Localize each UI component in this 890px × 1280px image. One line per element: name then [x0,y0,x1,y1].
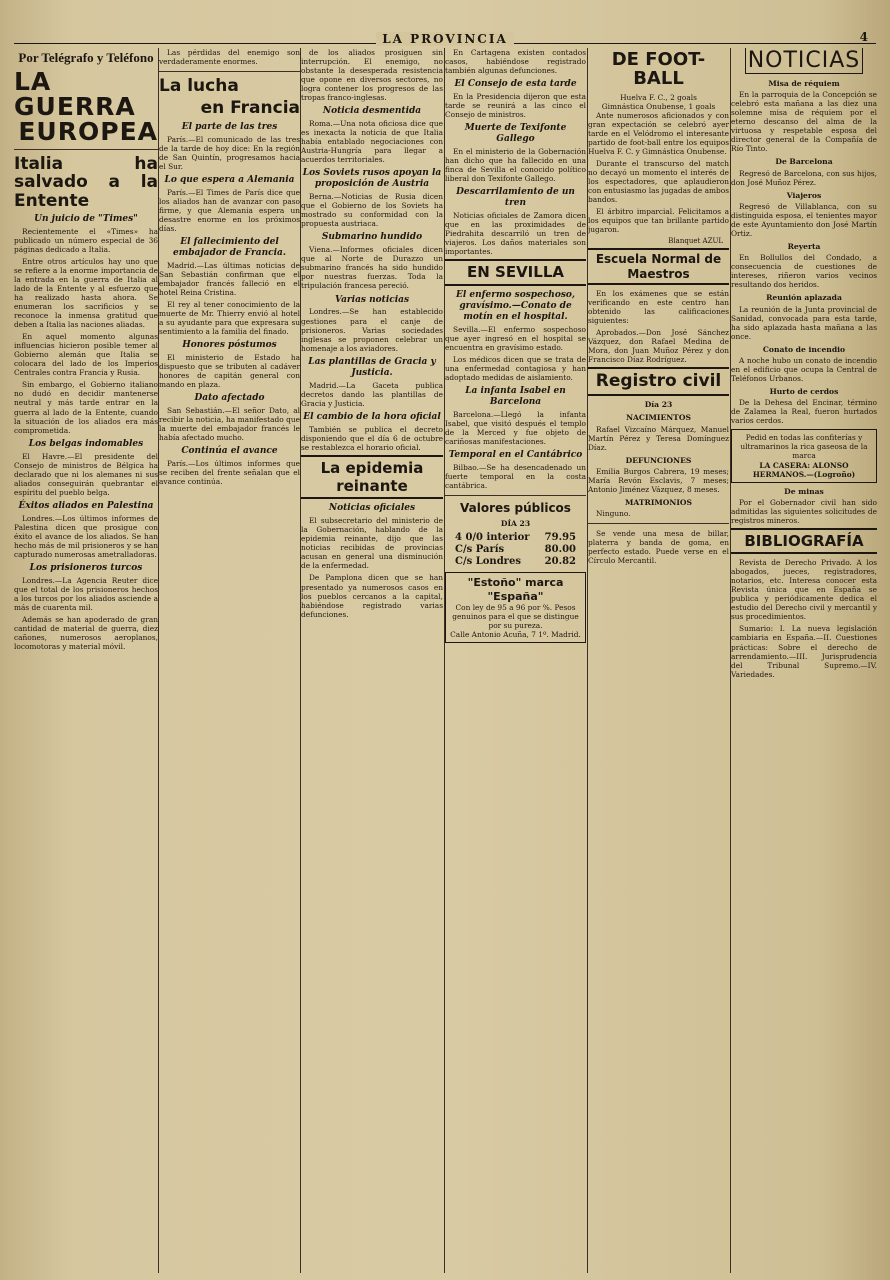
paragraph: Revista de Derecho Privado. A los abogados, jueces, registradores, notarios, etc. Interesa conocer esta Revista única que en España se publica y periódicamente dedica el estudio del Derecho civil y mercantil y sus procedimientos. [731,558,877,622]
paragraph: El Havre.—El presidente del Consejo de ministros de Bélgica ha declarado que ni los alemanes ni sus aliados conseguirán quebrantar el espíritu del pueblo belga. [14,451,158,497]
paragraph: Por el Gobernador civil han sido admitidas las siguientes solicitudes de registros mineros. [731,497,877,525]
section-heading: Por Telégrafo y Teléfono [18,50,154,65]
paragraph: Durante el transcurso del match no decayó un momento el interés de los espectadores, que aplaudieron con entusiasmo las jugadas de ambos bandos. [588,159,729,205]
news-headline [731,48,877,75]
paragraph: Emilia Burgos Cabrera, 19 meses; María Revón Esclavis, 7 meses; Antonio Jiménez Vázquez, 8 meses. [588,466,729,495]
subheading: Éxitos aliados en Palestina [18,500,154,511]
signature: Blanquet AZUL [668,237,723,246]
advert-address: Calle Antonio Acuña, 7 1º. Madrid. [450,630,581,640]
subheading: Hurto de cerdos [769,387,839,397]
subheading: Noticias oficiales [328,503,416,514]
subheading: Temporal en el Cantábrico [448,449,583,460]
epidemic-headline: La epidemia reinante [301,455,443,500]
column-1 [14,48,158,1273]
market-value: 80.00 [544,543,576,555]
paragraph: Madrid.—Las últimas noticias de San Sebastián confirman que el embajador francés falleció en el hotel Reina Cristina. [159,260,300,298]
paragraph: Sumario: I. La nueva legislación cambiaria en España.—II. Cuestiones prácticas: Sobre el derecho de arrendamiento.—III. Jurisprudencia del Tribunal Supremo.—IV. Variedades. [731,624,877,679]
paragraph: Ante numerosos aficionados y con gran expectación se celebró ayer tarde en el Velódromo el interesante partido de foot-ball entre los equipos Huelva F. C. y Gimnástica Onubense. [588,110,729,157]
page-number: 4 [859,30,870,44]
school-headline: Escuela Normal de Maestros [588,248,729,285]
subheading: El Consejo de esta tarde [454,79,577,90]
subheading: Continúa el avance [181,446,278,457]
paragraph: Los médicos dicen que se trata de una enfermedad contagiosa y han adoptado medidas de aislamiento. [445,354,586,382]
rule [588,523,729,524]
paragraph: San Sebastián.—El señor Dato, al recibir la noticia, ha manifestado que la muerte del embajador francés le había afectado mucho. [159,406,300,443]
paragraph: Sin embargo, el Gobierno italiano no dudó en decidir mantenerse neutral y más tarde entrar en la guerra al lado de la Entente, cuando la situación de los aliados era más comprometida. [14,380,158,435]
subheading: Honores póstumos [182,340,277,351]
paragraph: El árbitro imparcial. Felicitamos a los equipos que tan brillante partido jugaron. [588,207,729,235]
headline-war-2: EUROPEA [18,116,158,146]
advert-title: Pedid en todas las confiterías y ultramarinos la rica gaseosa de la marca [740,433,868,461]
advert-brand: LA CASERA: ALONSO HERMANOS.—(Logroño) [752,460,856,479]
paragraph: También se publica el decreto disponiendo que el día 6 de octubre se restablezca el horario oficial. [301,424,443,452]
headline-france-1: La lucha [159,76,239,97]
news-headline-text: NOTICIAS [745,48,864,74]
registry-deaths: DEFUNCIONES [625,455,692,465]
subheading: Dato afectado [194,393,265,404]
market-day: DÍA 23 [500,519,531,529]
paragraph: París.—El Times de París dice que los aliados han de avanzar con paso firme, y que Alemania espera un desastre enorme en los próximos días. [159,187,300,233]
subheading: Lo que espera a Alemania [164,174,295,185]
column-5 [588,48,729,1273]
market-name: 4 0/0 interior [455,531,530,543]
headline-france-2: en Francia [200,98,300,119]
paragraph: Londres.—Se han establecido gestiones para el canje de prisioneros. Varias sociedades inglesas se proponen celebrar un homenaje a los aviadores. [301,307,443,353]
market-table [455,532,576,569]
market-name: C/s París [455,543,505,555]
paragraph: De la Dehesa del Encinar, término de Zalamea la Real, fueron hurtados varios cerdos. [731,398,877,426]
paragraph: de los aliados prosiguen sin interrupción. El enemigo, no obstante la desesperada resistencia que opone en diversos sectores, no logra contener los progresos de las tropas franco-inglesas. [301,48,443,103]
subheading: Los prisioneros turcos [29,562,143,573]
subheading: El parte de las tres [181,121,278,132]
market-row [455,556,576,568]
registry-marriages: MATRIMONIOS [624,498,692,508]
paragraph: Berna.—Noticias de Rusia dicen que el Gobierno de los Soviets ha mostrado su conformidad con la propuesta austriaca. [301,192,443,229]
paragraph: Londres.—Los últimos informes de Palestina dicen que prosigue con éxito el avance de los aliados. Se han hecho más de mil prisioneros y se han capturado numerosas ametralladoras. [14,513,158,559]
subheading: Los Soviets rusos apoyan la proposición de Austria [302,168,442,190]
paragraph: París.—Los últimos informes que se reciben del frente señalan que el avance continúa. [159,459,300,487]
paragraph: En los exámenes que se están verificando en este centro han obtenido las calificaciones siguientes: [588,289,729,326]
score-line: Gimnástica Onubense, 1 goals [601,101,716,111]
subheading: Viajeros [786,190,822,200]
column-3 [301,48,443,1273]
registry-headline: Registro civil [588,367,729,396]
paragraph: Noticias oficiales de Zamora dicen que en las proximidades de Piedrahita descarriló un tren de viajeros. Los daños materiales son importantes. [445,211,586,257]
subheading: Varias noticias [334,294,410,305]
paragraph: En Bollullos del Condado, a consecuencia de cuestiones de intereses, riñeron varios vecinos resultando dos heridos. [731,253,877,290]
registry-day: Día 23 [644,400,673,410]
paragraph: Rafael Vizcaíno Márquez, Manuel Martín Pérez y Teresa Domínguez Díaz. [588,424,729,452]
bibliography-headline: BIBLIOGRAFÍA [731,528,877,554]
paragraph: En la Presidencia dijeron que esta tarde se reunirá a las cinco el Consejo de ministros. [445,92,586,120]
paragraph: Recientemente el «Times» ha publicado un número especial de 36 páginas dedicado a Italia. [14,226,158,254]
rule [445,495,586,496]
market-value: 79.95 [544,531,576,543]
subheading: Descarrilamiento de un tren [456,187,575,209]
paragraph: El subsecretario del ministerio de la Gobernación, hablando de la epidemia reinante, dijo que las noticias recibidas de provincias acusan en general una disminución de la enfermedad. [301,516,443,571]
classified-ad: Se vende una mesa de billar, platerra y banda de goma, en perfecto estado. Puede verse en el Círculo Mercantil. [588,529,729,566]
column-6 [731,48,877,1273]
subheading: El fallecimiento del embajador de Francia. [173,237,286,258]
subheading: Reunión aplazada [766,293,842,303]
paragraph: A noche hubo un conato de incendio en el edificio que ocupa la Central de Teléfonos Urbanos. [731,355,877,384]
subheading: El cambio de la hora oficial [303,411,441,422]
paragraph: París.—El comunicado de las tres de la tarde de hoy dice: En la región de San Quintín, progresamos hacia el Sur. [159,134,300,171]
paragraph: Madrid.—La Gaceta publica decretos dando las plantillas de Gracia y Justicia. [301,380,443,408]
paragraph: Roma.—Una nota oficiosa dice que es inexacta la noticia de que Italia había entablado negociaciones con Austria-Hungría para llegar a acuerdos territoriales. [301,119,443,165]
football-headline: DE FOOT-BALL [611,49,706,90]
headline-war-1: LA GUERRA [14,66,136,121]
subheading: Los belgas indomables [28,438,144,449]
subheading: Muerte de Texifonte Gallego [464,123,567,145]
paragraph: Bilbao.—Se ha desencadenado un fuerte temporal en la costa cantábrica. [445,462,586,490]
market-title: Valores públicos [460,500,571,515]
rule [14,149,158,150]
paragraph: En aquel momento algunas influencias hicieron posible temer al Gobierno alemán que Italia se colocara del lado de los Imperios Centrales contra Francia y Rusia. [14,332,158,378]
advert-estano [445,572,586,643]
column-2 [159,48,300,1273]
advert-title: "Estoño" marca "España" [467,576,564,603]
story-subtitle: Un juicio de "Times" [34,213,138,224]
paragraph: De Pamplona dicen que se han presentado ya numerosos casos en los pueblos cercanos a la capital, habiéndose registrado varias defunciones. [301,573,443,619]
subheading: Las plantillas de Gracia y Justicia. [308,356,436,378]
market-name: C/s Londres [455,556,521,568]
paragraph: El rey al tener conocimiento de la muerte de Mr. Thierry envió al hotel a su ayudante para que expresara su sentimiento a la familia del finado. [159,300,300,337]
paragraph: Sevilla.—El enfermo sospechoso que ayer ingresó en el hospital se encuentra en gravísimo estado. [445,324,586,352]
subheading: De Barcelona [775,157,833,167]
masthead-title: LA PROVINCIA [376,32,514,46]
paragraph: Viena.—Informes oficiales dicen que al Norte de Durazzo un submarino francés ha sido hundido por nuestras fuerzas. Toda la tripulación francesa pereció. [301,245,443,291]
paragraph: Aprobados.—Don José Sánchez Vázquez, don Rafael Medina de Mora, don Juan Muñoz Pérez y don Francisco Díaz Rodríguez. [588,328,729,365]
advert-casera [731,429,877,482]
subheading: Reyerta [787,241,821,251]
paragraph: Londres.—La Agencia Reuter dice que el total de los prisioneros hechos a los turcos por los aliados asciende a más de cuarenta mil. [14,575,158,612]
rule [159,71,300,72]
score-line: Huelva F. C., 2 goals [620,92,697,102]
market-value: 20.82 [544,556,576,568]
paragraph: Barcelona.—Llegó la infanta Isabel, que visitó después el templo de la Merced y fue objeto de cariñosas manifestaciones. [445,409,586,446]
paragraph: El ministerio de Estado ha dispuesto que se tributen al cadáver honores de capitán general con mando en plaza. [159,353,300,390]
subheading: Noticia desmentida [322,106,422,117]
paragraph: En el ministerio de la Gobernación han dicho que ha fallecido en una finca de Sevilla el conocido político liberal don Texifonte Gallego. [445,147,586,184]
advert-text: Con ley de 95 a 96 por %. Pesos genuinos para el que se distingue por su pureza. [452,603,579,631]
paragraph: Regresó de Barcelona, con sus hijos, don José Muñoz Pérez. [731,168,877,187]
paragraph: Además se han apoderado de gran cantidad de material de guerra, diez cañones, numerosos aeroplanos, locomotoras y material móvil. [14,614,158,652]
subheading: Submarino hundido [321,232,423,243]
paragraph: Ninguno. [596,509,631,519]
subheading: De minas [784,486,824,496]
subheading: El enfermo sospechoso, gravísimo.—Conato de motín en el hospital. [455,289,576,322]
subheading: Misa de réquiem [768,78,840,88]
paragraph: En la parroquia de la Concepción se celebró esta mañana a las diez una solemne misa de réquiem por el eterno descanso del alma de la virtuosa y respetable esposa del director general de la Compañía de Río Tinto. [731,90,877,154]
paragraph: En Cartagena existen contados casos, habiéndose registrado también algunas defunciones. [445,48,586,76]
paragraph: Entre otros artículos hay uno que se refiere a la enorme importancia de la entrada en la guerra de Italia al lado de la Entente y al esfuerzo que ha realizado hasta ahora. Se enumeran los sacrificios y se reconoce la inmensa gratitud que deben a Italia las naciones aliadas. [14,257,158,330]
masthead [14,30,876,48]
registry-births: NACIMIENTOS [626,413,691,423]
market-row [455,544,576,556]
story-title: Italia ha salvado a la Entente [14,153,158,211]
subheading: La infanta Isabel en Barcelona [465,385,566,407]
paragraph: Las pérdidas del enemigo son verdaderamente enormes. [159,48,300,67]
sevilla-headline: EN SEVILLA [445,259,586,285]
paragraph: La reunión de la Junta provincial de Sanidad, convocada para esta tarde, ha sido aplazada hasta mañana a las once. [731,304,877,341]
subheading: Conato de incendio [762,344,846,354]
paragraph: Regresó de Villablanca, con su distinguida esposa, el tenientes mayor de este Ayuntamiento don José Martín Ortiz. [731,201,877,238]
market-row [455,532,576,544]
column-4 [445,48,586,1273]
